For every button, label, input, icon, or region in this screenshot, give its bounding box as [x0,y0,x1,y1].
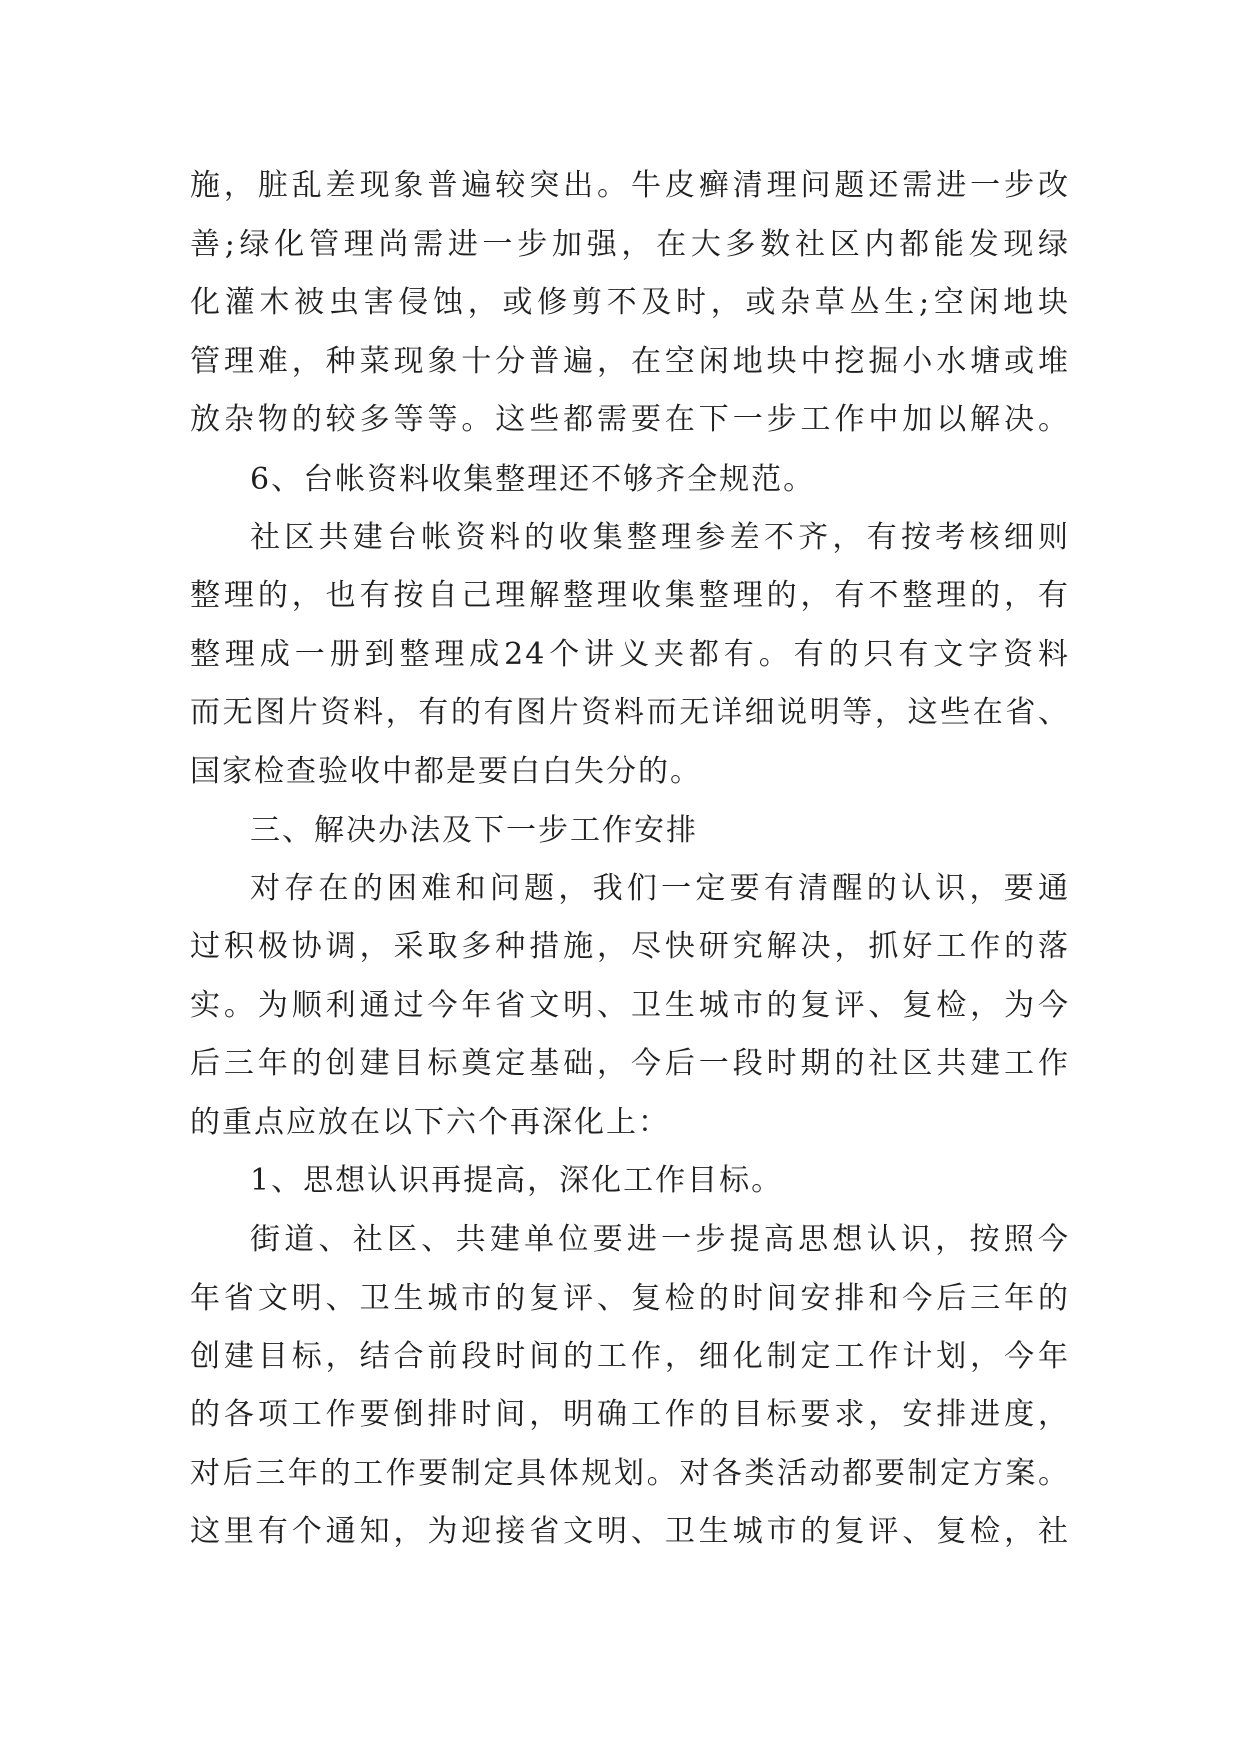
paragraph-first-line: 社区共建台帐资料的收集整理参差不齐，有按考核细则 [250,520,1070,555]
section-heading: 三、解决办法及下一步工作安排 [250,813,698,848]
text-line: 化灌木被虫害侵蚀，或修剪不及时，或杂草丛生;空闲地块 [190,285,1070,320]
text-line: 善;绿化管理尚需进一步加强，在大多数社区内都能发现绿 [190,227,1070,262]
text-line: 国家检查验收中都是要白白失分的。 [190,754,702,789]
paragraph-first-line: 对存在的困难和问题，我们一定要有清醒的认识，要通 [250,871,1070,906]
text-line: 的重点应放在以下六个再深化上： [190,1105,670,1140]
section-heading: 1、思想认识再提高，深化工作目标。 [250,1163,784,1198]
text-line: 放杂物的较多等等。这些都需要在下一步工作中加以解决。 [190,402,1070,437]
text-line: 实。为顺利通过今年省文明、卫生城市的复评、复检，为今 [190,988,1070,1023]
paragraph-first-line: 街道、社区、共建单位要进一步提高思想认识，按照今 [250,1222,1070,1257]
section-heading: 6、台帐资料收集整理还不够齐全规范。 [250,462,816,497]
text-line: 而无图片资料，有的有图片资料而无详细说明等，这些在省、 [190,695,1070,730]
text-line: 这里有个通知，为迎接省文明、卫生城市的复评、复检，社 [190,1514,1070,1549]
text-line: 管理难，种菜现象十分普遍，在空闲地块中挖掘小水塘或堆 [190,344,1070,379]
text-line: 整理成一册到整理成24个讲义夹都有。有的只有文字资料 [190,637,1070,672]
text-line: 年省文明、卫生城市的复评、复检的时间安排和今后三年的 [190,1281,1070,1316]
text-line: 过积极协调，采取多种措施，尽快研究解决，抓好工作的落 [190,929,1070,964]
text-line: 对后三年的工作要制定具体规划。对各类活动都要制定方案。 [190,1456,1070,1491]
text-line: 整理的，也有按自己理解整理收集整理的，有不整理的，有 [190,578,1070,613]
text-line: 后三年的创建目标奠定基础，今后一段时期的社区共建工作 [190,1046,1070,1081]
text-line: 创建目标，结合前段时间的工作，细化制定工作计划，今年 [190,1339,1070,1374]
text-line: 施，脏乱差现象普遍较突出。牛皮癣清理问题还需进一步改 [190,168,1070,203]
text-line: 的各项工作要倒排时间，明确工作的目标要求，安排进度， [190,1397,1070,1432]
